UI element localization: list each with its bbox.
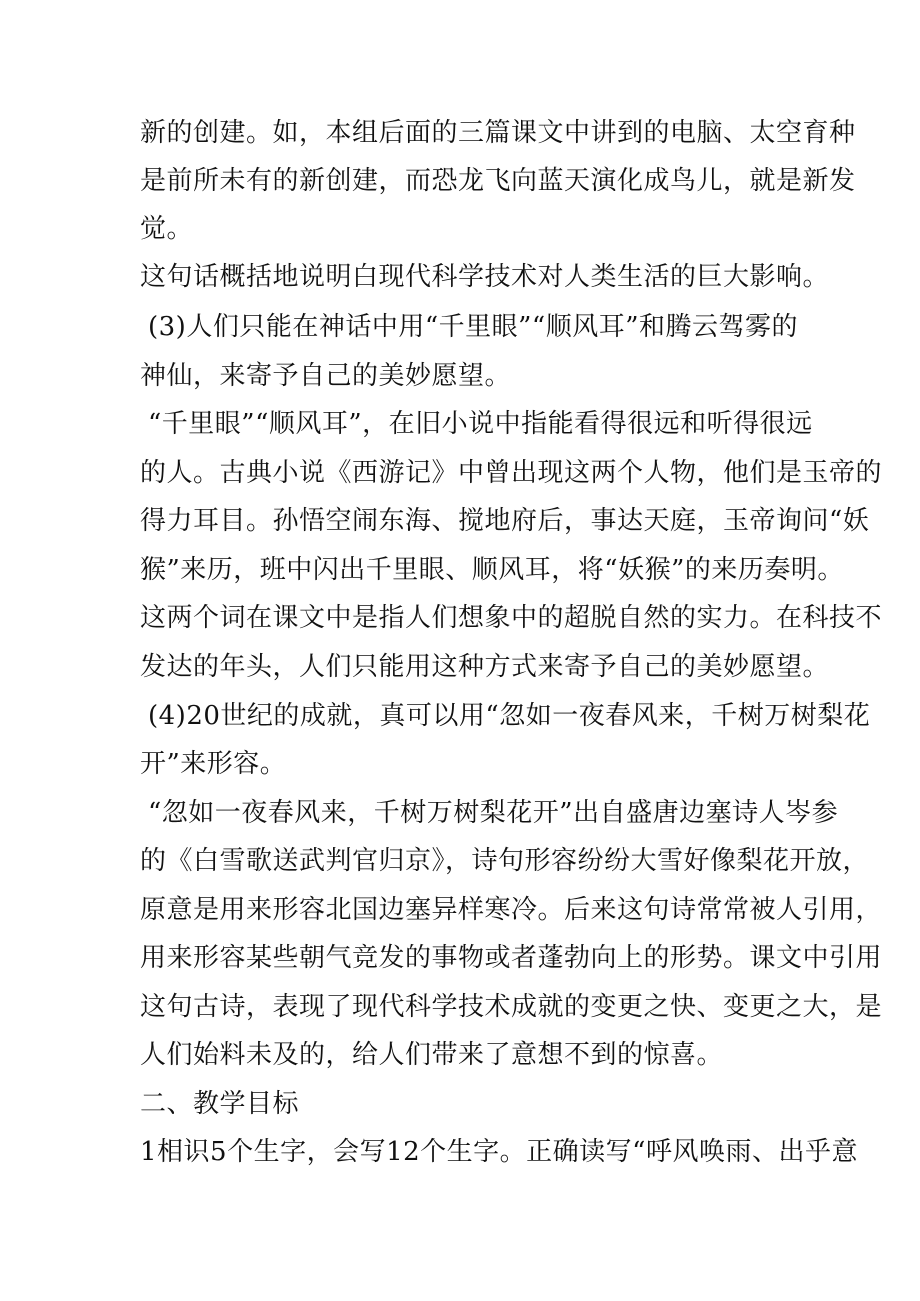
text-line: 新的创建。如，本组后面的三篇课文中讲到的电脑、太空育种 bbox=[140, 118, 856, 148]
text-line: 觉。 bbox=[140, 214, 194, 244]
text-line: “忽如一夜春风来，千树万树梨花开”出自盛唐边塞诗人岑参 bbox=[148, 798, 839, 828]
text-line: 得力耳目。孙悟空闹东海、搅地府后，事达天庭，玉帝询问“妖 bbox=[140, 506, 870, 536]
text-line: 开”来形容。 bbox=[140, 749, 287, 779]
text-line: (4)20世纪的成就，真可以用“忽如一夜春风来，千树万树梨花 bbox=[148, 701, 871, 731]
text-line: 猴”来历，班中闪出千里眼、顺风耳，将“妖猴”的来历奏明。 bbox=[140, 555, 844, 585]
text-line: 这句古诗，表现了现代科学技术成就的变更之快、变更之大，是 bbox=[140, 992, 883, 1022]
text-line: 用来形容某些朝气竞发的事物或者蓬勃向上的形势。课文中引用 bbox=[140, 943, 883, 973]
text-line: 的人。古典小说《西游记》中曾出现这两个人物，他们是玉帝的 bbox=[140, 458, 883, 488]
text-line: 人们始料未及的，给人们带来了意想不到的惊喜。 bbox=[140, 1040, 724, 1070]
text-line: 1相识5个生字，会写12个生字。正确读写“呼风唤雨、出乎意 bbox=[140, 1137, 858, 1167]
text-line: 的《白雪歌送武判官归京》，诗句形容纷纷大雪好像梨花开放， bbox=[140, 846, 870, 876]
text-line: 是前所未有的新创建，而恐龙飞向蓝天演化成鸟儿，就是新发 bbox=[140, 166, 856, 196]
text-line: 神仙，来寄予自己的美妙愿望。 bbox=[140, 361, 512, 391]
text-line: 这两个词在课文中是指人们想象中的超脱自然的实力。在科技不 bbox=[140, 603, 883, 633]
text-line: (3)人们只能在神话中用“千里眼”“顺风耳”和腾云驾雾的 bbox=[148, 312, 798, 342]
text-line: 发达的年头，人们只能用这种方式来寄予自己的美妙愿望。 bbox=[140, 652, 830, 682]
section-heading: 二、教学目标 bbox=[140, 1089, 300, 1119]
text-line: 这句话概括地说明白现代科学技术对人类生活的巨大影响。 bbox=[140, 262, 830, 292]
text-line: 原意是用来形容北国边塞异样寒冷。后来这句诗常常被人引用， bbox=[140, 895, 883, 925]
text-line: “千里眼”“顺风耳”，在旧小说中指能看得很远和听得很远 bbox=[148, 409, 813, 439]
